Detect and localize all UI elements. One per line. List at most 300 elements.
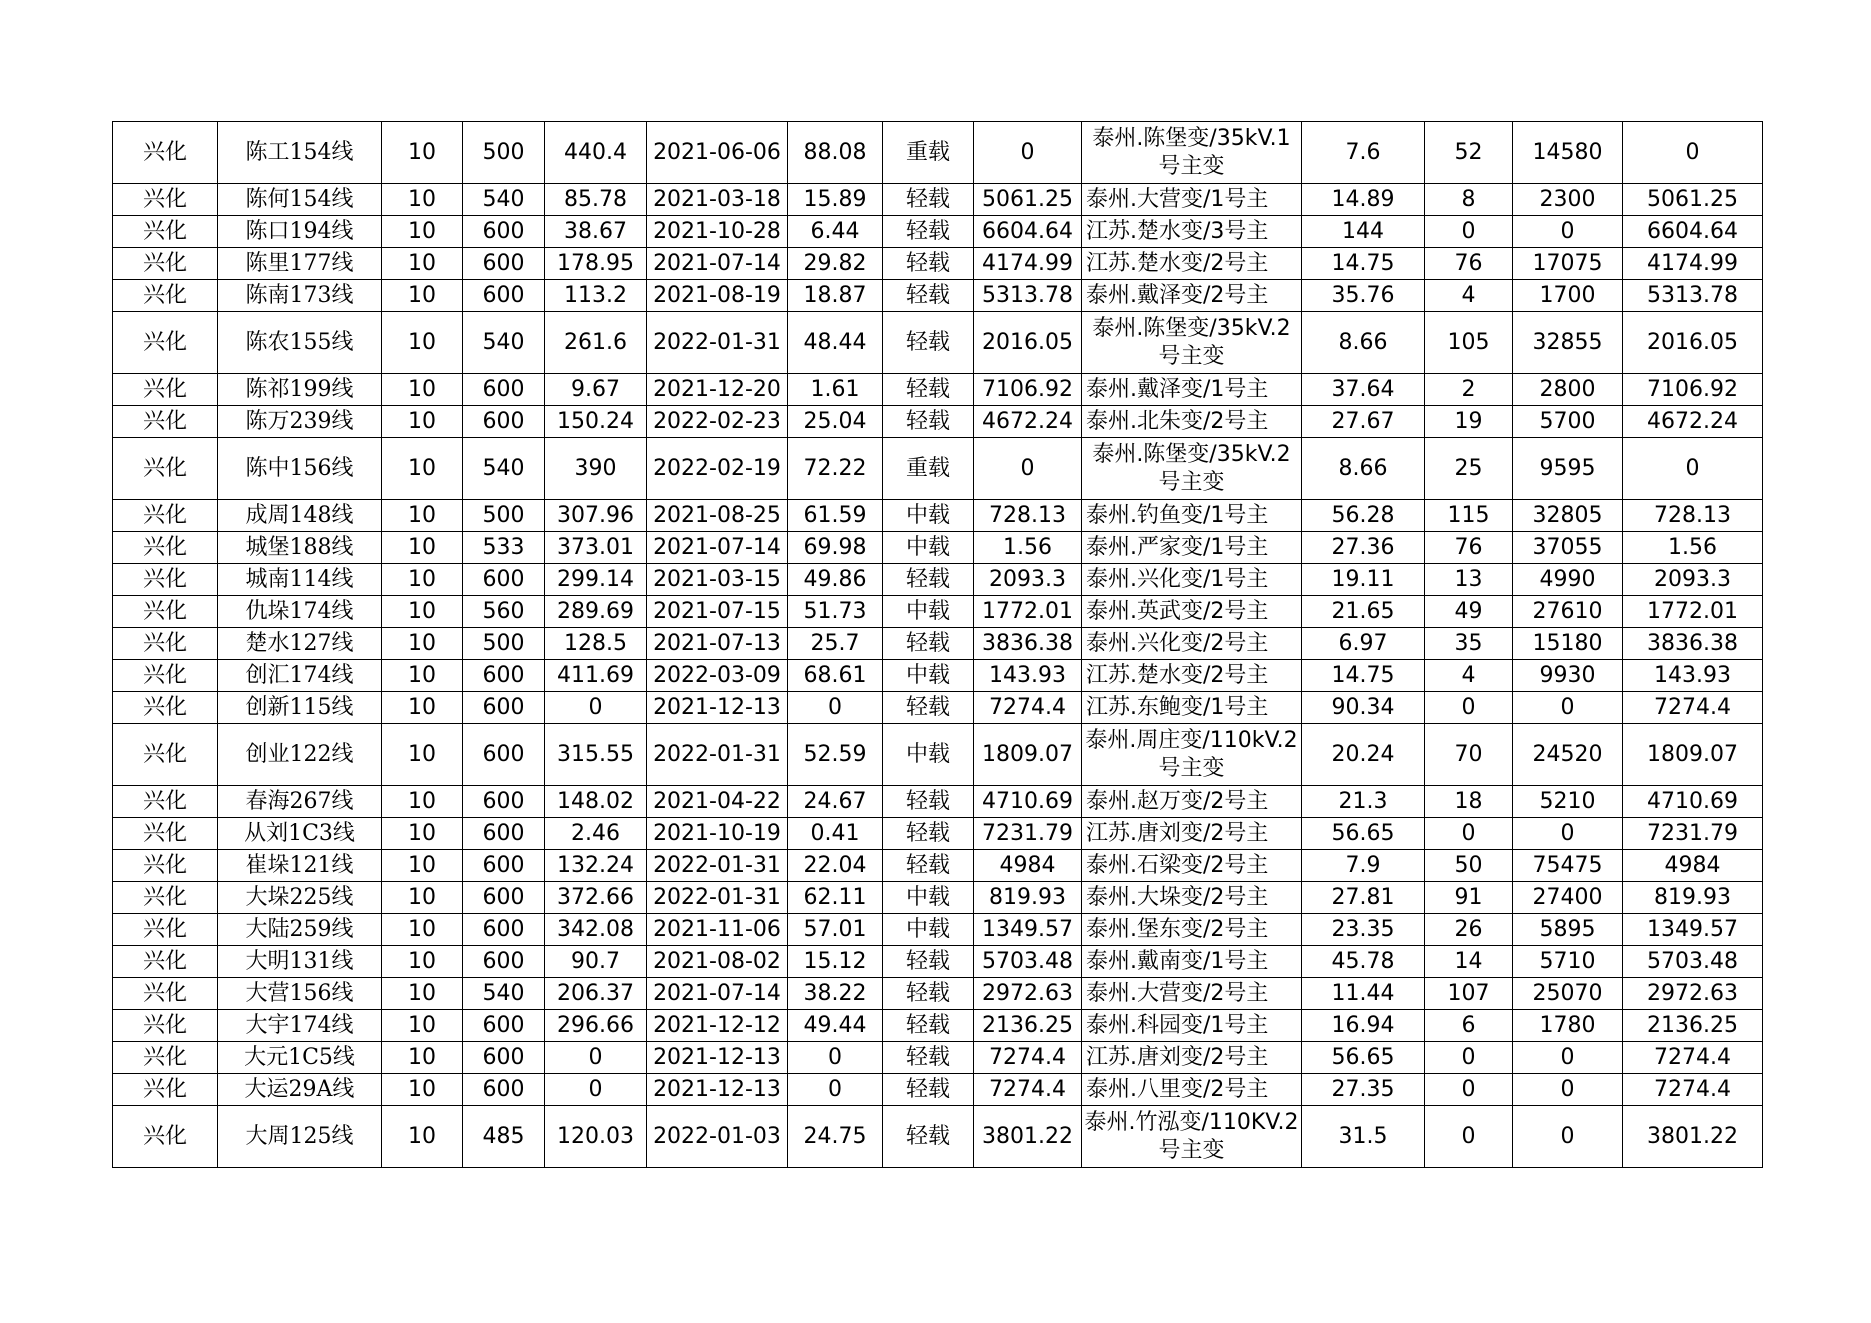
voltage-cell: 10 (382, 724, 463, 786)
county-cell: 兴化 (113, 914, 218, 946)
capacity-cell: 540 (463, 438, 545, 500)
substation-load-rate-cell: 19.11 (1302, 564, 1425, 596)
available-capacity-cell: 728.13 (974, 500, 1082, 532)
open-capacity-cell: 4984 (1623, 850, 1763, 882)
user-count-cell: 4 (1425, 660, 1513, 692)
load-rate-cell: 48.44 (788, 312, 883, 374)
substation-load-rate-cell: 14.75 (1302, 248, 1425, 280)
county-cell: 兴化 (113, 184, 218, 216)
capacity-cell: 600 (463, 280, 545, 312)
substation-cell: 泰州.陈堡变/35kV.2号主变 (1082, 438, 1302, 500)
open-capacity-cell: 7106.92 (1623, 374, 1763, 406)
substation-load-rate-cell: 45.78 (1302, 946, 1425, 978)
user-count-cell: 25 (1425, 438, 1513, 500)
load-rate-cell: 29.82 (788, 248, 883, 280)
table-row (113, 914, 1763, 946)
substation-load-rate-cell: 31.5 (1302, 1106, 1425, 1168)
max-load-cell: 315.55 (545, 724, 647, 786)
open-capacity-cell: 4174.99 (1623, 248, 1763, 280)
table-row (113, 1106, 1763, 1168)
load-rate-cell: 68.61 (788, 660, 883, 692)
substation-load-rate-cell: 35.76 (1302, 280, 1425, 312)
date-cell: 2022-01-31 (647, 850, 788, 882)
table-row (113, 438, 1763, 500)
load-status-cell: 轻载 (883, 850, 974, 882)
max-load-cell: 307.96 (545, 500, 647, 532)
table-row (113, 882, 1763, 914)
date-cell: 2021-08-19 (647, 280, 788, 312)
date-cell: 2021-08-25 (647, 500, 788, 532)
available-capacity-cell: 2016.05 (974, 312, 1082, 374)
load-rate-cell: 0 (788, 1042, 883, 1074)
date-cell: 2022-01-31 (647, 724, 788, 786)
table-row (113, 850, 1763, 882)
line-name-cell: 成周148线 (218, 500, 382, 532)
load-rate-cell: 24.67 (788, 786, 883, 818)
county-cell: 兴化 (113, 312, 218, 374)
substation-load-rate-cell: 6.97 (1302, 628, 1425, 660)
installed-capacity-cell: 32855 (1513, 312, 1623, 374)
installed-capacity-cell: 0 (1513, 216, 1623, 248)
open-capacity-cell: 1809.07 (1623, 724, 1763, 786)
table-row (113, 946, 1763, 978)
substation-cell: 泰州.赵万变/2号主 (1082, 786, 1302, 818)
installed-capacity-cell: 32805 (1513, 500, 1623, 532)
max-load-cell: 2.46 (545, 818, 647, 850)
load-rate-cell: 0 (788, 1074, 883, 1106)
installed-capacity-cell: 9595 (1513, 438, 1623, 500)
max-load-cell: 261.6 (545, 312, 647, 374)
line-name-cell: 大运29A线 (218, 1074, 382, 1106)
voltage-cell: 10 (382, 438, 463, 500)
available-capacity-cell: 4710.69 (974, 786, 1082, 818)
user-count-cell: 70 (1425, 724, 1513, 786)
installed-capacity-cell: 1780 (1513, 1010, 1623, 1042)
user-count-cell: 115 (1425, 500, 1513, 532)
substation-cell: 泰州.陈堡变/35kV.2号主变 (1082, 312, 1302, 374)
available-capacity-cell: 1809.07 (974, 724, 1082, 786)
user-count-cell: 4 (1425, 280, 1513, 312)
voltage-cell: 10 (382, 1074, 463, 1106)
line-name-cell: 陈里177线 (218, 248, 382, 280)
date-cell: 2022-01-31 (647, 312, 788, 374)
installed-capacity-cell: 1700 (1513, 280, 1623, 312)
installed-capacity-cell: 15180 (1513, 628, 1623, 660)
user-count-cell: 2 (1425, 374, 1513, 406)
available-capacity-cell: 7274.4 (974, 692, 1082, 724)
open-capacity-cell: 1772.01 (1623, 596, 1763, 628)
load-status-cell: 轻载 (883, 280, 974, 312)
open-capacity-cell: 4672.24 (1623, 406, 1763, 438)
substation-load-rate-cell: 14.89 (1302, 184, 1425, 216)
table-row (113, 532, 1763, 564)
max-load-cell: 411.69 (545, 660, 647, 692)
voltage-cell: 10 (382, 786, 463, 818)
load-status-cell: 轻载 (883, 978, 974, 1010)
line-name-cell: 楚水127线 (218, 628, 382, 660)
load-rate-cell: 0 (788, 692, 883, 724)
user-count-cell: 35 (1425, 628, 1513, 660)
substation-cell: 泰州.兴化变/2号主 (1082, 628, 1302, 660)
substation-cell: 泰州.大垛变/2号主 (1082, 882, 1302, 914)
voltage-cell: 10 (382, 122, 463, 184)
county-cell: 兴化 (113, 660, 218, 692)
date-cell: 2021-12-20 (647, 374, 788, 406)
available-capacity-cell: 143.93 (974, 660, 1082, 692)
date-cell: 2022-01-03 (647, 1106, 788, 1168)
date-cell: 2022-01-31 (647, 882, 788, 914)
date-cell: 2021-07-14 (647, 978, 788, 1010)
load-rate-cell: 62.11 (788, 882, 883, 914)
date-cell: 2021-10-19 (647, 818, 788, 850)
load-status-cell: 轻载 (883, 312, 974, 374)
user-count-cell: 14 (1425, 946, 1513, 978)
voltage-cell: 10 (382, 882, 463, 914)
load-status-cell: 中载 (883, 660, 974, 692)
voltage-cell: 10 (382, 312, 463, 374)
line-name-cell: 仇垛174线 (218, 596, 382, 628)
table-row (113, 312, 1763, 374)
max-load-cell: 206.37 (545, 978, 647, 1010)
load-rate-cell: 38.22 (788, 978, 883, 1010)
available-capacity-cell: 819.93 (974, 882, 1082, 914)
county-cell: 兴化 (113, 374, 218, 406)
county-cell: 兴化 (113, 500, 218, 532)
capacity-cell: 500 (463, 122, 545, 184)
max-load-cell: 299.14 (545, 564, 647, 596)
line-name-cell: 城堡188线 (218, 532, 382, 564)
substation-cell: 泰州.戴泽变/1号主 (1082, 374, 1302, 406)
load-rate-cell: 61.59 (788, 500, 883, 532)
voltage-cell: 10 (382, 914, 463, 946)
line-name-cell: 城南114线 (218, 564, 382, 596)
substation-load-rate-cell: 37.64 (1302, 374, 1425, 406)
substation-cell: 泰州.陈堡变/35kV.1号主变 (1082, 122, 1302, 184)
open-capacity-cell: 0 (1623, 122, 1763, 184)
voltage-cell: 10 (382, 596, 463, 628)
substation-load-rate-cell: 16.94 (1302, 1010, 1425, 1042)
available-capacity-cell: 7274.4 (974, 1042, 1082, 1074)
date-cell: 2021-12-13 (647, 1042, 788, 1074)
capacity-cell: 600 (463, 1074, 545, 1106)
capacity-cell: 600 (463, 850, 545, 882)
line-load-table (112, 121, 1763, 1168)
table-row (113, 1042, 1763, 1074)
open-capacity-cell: 728.13 (1623, 500, 1763, 532)
max-load-cell: 120.03 (545, 1106, 647, 1168)
installed-capacity-cell: 27610 (1513, 596, 1623, 628)
table-row (113, 184, 1763, 216)
max-load-cell: 372.66 (545, 882, 647, 914)
table-body (113, 122, 1763, 1168)
line-name-cell: 大陆259线 (218, 914, 382, 946)
user-count-cell: 18 (1425, 786, 1513, 818)
load-rate-cell: 72.22 (788, 438, 883, 500)
substation-cell: 泰州.科园变/1号主 (1082, 1010, 1302, 1042)
capacity-cell: 600 (463, 914, 545, 946)
max-load-cell: 9.67 (545, 374, 647, 406)
substation-cell: 泰州.严家变/1号主 (1082, 532, 1302, 564)
available-capacity-cell: 2136.25 (974, 1010, 1082, 1042)
line-name-cell: 陈农155线 (218, 312, 382, 374)
substation-cell: 江苏.楚水变/2号主 (1082, 248, 1302, 280)
capacity-cell: 540 (463, 184, 545, 216)
county-cell: 兴化 (113, 248, 218, 280)
available-capacity-cell: 1772.01 (974, 596, 1082, 628)
capacity-cell: 600 (463, 882, 545, 914)
county-cell: 兴化 (113, 978, 218, 1010)
date-cell: 2022-02-23 (647, 406, 788, 438)
max-load-cell: 132.24 (545, 850, 647, 882)
load-rate-cell: 18.87 (788, 280, 883, 312)
table-row (113, 216, 1763, 248)
substation-cell: 泰州.周庄变/110kV.2号主变 (1082, 724, 1302, 786)
table-row (113, 978, 1763, 1010)
county-cell: 兴化 (113, 692, 218, 724)
max-load-cell: 178.95 (545, 248, 647, 280)
user-count-cell: 8 (1425, 184, 1513, 216)
county-cell: 兴化 (113, 946, 218, 978)
user-count-cell: 76 (1425, 532, 1513, 564)
substation-cell: 江苏.楚水变/3号主 (1082, 216, 1302, 248)
capacity-cell: 540 (463, 978, 545, 1010)
load-status-cell: 轻载 (883, 786, 974, 818)
county-cell: 兴化 (113, 628, 218, 660)
available-capacity-cell: 5703.48 (974, 946, 1082, 978)
load-rate-cell: 0.41 (788, 818, 883, 850)
voltage-cell: 10 (382, 532, 463, 564)
substation-load-rate-cell: 21.3 (1302, 786, 1425, 818)
user-count-cell: 107 (1425, 978, 1513, 1010)
load-rate-cell: 15.12 (788, 946, 883, 978)
available-capacity-cell: 5061.25 (974, 184, 1082, 216)
load-status-cell: 轻载 (883, 1106, 974, 1168)
substation-cell: 泰州.大营变/2号主 (1082, 978, 1302, 1010)
installed-capacity-cell: 25070 (1513, 978, 1623, 1010)
voltage-cell: 10 (382, 184, 463, 216)
open-capacity-cell: 2972.63 (1623, 978, 1763, 1010)
open-capacity-cell: 7274.4 (1623, 1042, 1763, 1074)
installed-capacity-cell: 14580 (1513, 122, 1623, 184)
load-status-cell: 中载 (883, 596, 974, 628)
capacity-cell: 560 (463, 596, 545, 628)
substation-cell: 泰州.戴泽变/2号主 (1082, 280, 1302, 312)
load-status-cell: 轻载 (883, 628, 974, 660)
load-status-cell: 中载 (883, 500, 974, 532)
date-cell: 2022-03-09 (647, 660, 788, 692)
open-capacity-cell: 143.93 (1623, 660, 1763, 692)
open-capacity-cell: 7231.79 (1623, 818, 1763, 850)
capacity-cell: 600 (463, 564, 545, 596)
load-rate-cell: 52.59 (788, 724, 883, 786)
county-cell: 兴化 (113, 564, 218, 596)
load-status-cell: 轻载 (883, 374, 974, 406)
load-status-cell: 中载 (883, 724, 974, 786)
date-cell: 2021-12-13 (647, 692, 788, 724)
installed-capacity-cell: 2800 (1513, 374, 1623, 406)
user-count-cell: 91 (1425, 882, 1513, 914)
load-status-cell: 轻载 (883, 248, 974, 280)
installed-capacity-cell: 4990 (1513, 564, 1623, 596)
capacity-cell: 600 (463, 216, 545, 248)
load-rate-cell: 6.44 (788, 216, 883, 248)
substation-load-rate-cell: 27.35 (1302, 1074, 1425, 1106)
load-status-cell: 轻载 (883, 406, 974, 438)
date-cell: 2021-07-14 (647, 248, 788, 280)
capacity-cell: 600 (463, 946, 545, 978)
substation-load-rate-cell: 27.81 (1302, 882, 1425, 914)
voltage-cell: 10 (382, 692, 463, 724)
max-load-cell: 113.2 (545, 280, 647, 312)
substation-load-rate-cell: 23.35 (1302, 914, 1425, 946)
substation-cell: 泰州.英武变/2号主 (1082, 596, 1302, 628)
capacity-cell: 600 (463, 374, 545, 406)
date-cell: 2021-12-13 (647, 1074, 788, 1106)
voltage-cell: 10 (382, 216, 463, 248)
installed-capacity-cell: 0 (1513, 692, 1623, 724)
capacity-cell: 500 (463, 500, 545, 532)
date-cell: 2021-03-15 (647, 564, 788, 596)
date-cell: 2021-08-02 (647, 946, 788, 978)
user-count-cell: 49 (1425, 596, 1513, 628)
line-name-cell: 陈何154线 (218, 184, 382, 216)
available-capacity-cell: 0 (974, 122, 1082, 184)
user-count-cell: 6 (1425, 1010, 1513, 1042)
line-name-cell: 陈南173线 (218, 280, 382, 312)
available-capacity-cell: 1349.57 (974, 914, 1082, 946)
table-row (113, 406, 1763, 438)
table-row (113, 818, 1763, 850)
substation-load-rate-cell: 14.75 (1302, 660, 1425, 692)
table-row (113, 724, 1763, 786)
load-status-cell: 轻载 (883, 564, 974, 596)
county-cell: 兴化 (113, 122, 218, 184)
max-load-cell: 0 (545, 692, 647, 724)
max-load-cell: 150.24 (545, 406, 647, 438)
voltage-cell: 10 (382, 406, 463, 438)
voltage-cell: 10 (382, 374, 463, 406)
substation-cell: 泰州.石梁变/2号主 (1082, 850, 1302, 882)
date-cell: 2021-03-18 (647, 184, 788, 216)
county-cell: 兴化 (113, 532, 218, 564)
open-capacity-cell: 3801.22 (1623, 1106, 1763, 1168)
max-load-cell: 289.69 (545, 596, 647, 628)
county-cell: 兴化 (113, 1042, 218, 1074)
load-rate-cell: 24.75 (788, 1106, 883, 1168)
substation-load-rate-cell: 8.66 (1302, 312, 1425, 374)
user-count-cell: 105 (1425, 312, 1513, 374)
voltage-cell: 10 (382, 280, 463, 312)
load-status-cell: 轻载 (883, 184, 974, 216)
line-name-cell: 创新115线 (218, 692, 382, 724)
date-cell: 2021-07-15 (647, 596, 788, 628)
available-capacity-cell: 4984 (974, 850, 1082, 882)
available-capacity-cell: 4174.99 (974, 248, 1082, 280)
substation-cell: 江苏.东鲍变/1号主 (1082, 692, 1302, 724)
substation-load-rate-cell: 144 (1302, 216, 1425, 248)
open-capacity-cell: 0 (1623, 438, 1763, 500)
table-row (113, 500, 1763, 532)
substation-cell: 江苏.楚水变/2号主 (1082, 660, 1302, 692)
date-cell: 2022-02-19 (647, 438, 788, 500)
installed-capacity-cell: 27400 (1513, 882, 1623, 914)
substation-cell: 泰州.八里变/2号主 (1082, 1074, 1302, 1106)
county-cell: 兴化 (113, 882, 218, 914)
installed-capacity-cell: 0 (1513, 818, 1623, 850)
table-row (113, 628, 1763, 660)
capacity-cell: 600 (463, 724, 545, 786)
line-name-cell: 陈祁199线 (218, 374, 382, 406)
voltage-cell: 10 (382, 978, 463, 1010)
load-status-cell: 轻载 (883, 692, 974, 724)
installed-capacity-cell: 37055 (1513, 532, 1623, 564)
available-capacity-cell: 0 (974, 438, 1082, 500)
substation-load-rate-cell: 27.67 (1302, 406, 1425, 438)
capacity-cell: 600 (463, 818, 545, 850)
voltage-cell: 10 (382, 1042, 463, 1074)
load-rate-cell: 25.7 (788, 628, 883, 660)
max-load-cell: 38.67 (545, 216, 647, 248)
voltage-cell: 10 (382, 1106, 463, 1168)
open-capacity-cell: 6604.64 (1623, 216, 1763, 248)
date-cell: 2021-07-14 (647, 532, 788, 564)
user-count-cell: 26 (1425, 914, 1513, 946)
substation-load-rate-cell: 11.44 (1302, 978, 1425, 1010)
user-count-cell: 0 (1425, 216, 1513, 248)
load-rate-cell: 25.04 (788, 406, 883, 438)
load-status-cell: 轻载 (883, 946, 974, 978)
substation-load-rate-cell: 8.66 (1302, 438, 1425, 500)
substation-load-rate-cell: 7.9 (1302, 850, 1425, 882)
user-count-cell: 76 (1425, 248, 1513, 280)
table-row (113, 1074, 1763, 1106)
available-capacity-cell: 2972.63 (974, 978, 1082, 1010)
max-load-cell: 128.5 (545, 628, 647, 660)
load-status-cell: 轻载 (883, 1074, 974, 1106)
capacity-cell: 600 (463, 786, 545, 818)
load-rate-cell: 22.04 (788, 850, 883, 882)
line-name-cell: 陈工154线 (218, 122, 382, 184)
open-capacity-cell: 4710.69 (1623, 786, 1763, 818)
available-capacity-cell: 5313.78 (974, 280, 1082, 312)
open-capacity-cell: 7274.4 (1623, 692, 1763, 724)
installed-capacity-cell: 5210 (1513, 786, 1623, 818)
max-load-cell: 148.02 (545, 786, 647, 818)
table-row (113, 374, 1763, 406)
table-row (113, 596, 1763, 628)
substation-cell: 泰州.兴化变/1号主 (1082, 564, 1302, 596)
available-capacity-cell: 7274.4 (974, 1074, 1082, 1106)
capacity-cell: 600 (463, 406, 545, 438)
max-load-cell: 342.08 (545, 914, 647, 946)
line-name-cell: 陈中156线 (218, 438, 382, 500)
available-capacity-cell: 3801.22 (974, 1106, 1082, 1168)
installed-capacity-cell: 2300 (1513, 184, 1623, 216)
county-cell: 兴化 (113, 596, 218, 628)
open-capacity-cell: 1349.57 (1623, 914, 1763, 946)
line-name-cell: 创汇174线 (218, 660, 382, 692)
capacity-cell: 600 (463, 1042, 545, 1074)
capacity-cell: 500 (463, 628, 545, 660)
voltage-cell: 10 (382, 946, 463, 978)
substation-load-rate-cell: 27.36 (1302, 532, 1425, 564)
load-rate-cell: 88.08 (788, 122, 883, 184)
substation-cell: 泰州.堡东变/2号主 (1082, 914, 1302, 946)
max-load-cell: 296.66 (545, 1010, 647, 1042)
substation-load-rate-cell: 56.65 (1302, 1042, 1425, 1074)
user-count-cell: 13 (1425, 564, 1513, 596)
substation-cell: 江苏.唐刘变/2号主 (1082, 1042, 1302, 1074)
